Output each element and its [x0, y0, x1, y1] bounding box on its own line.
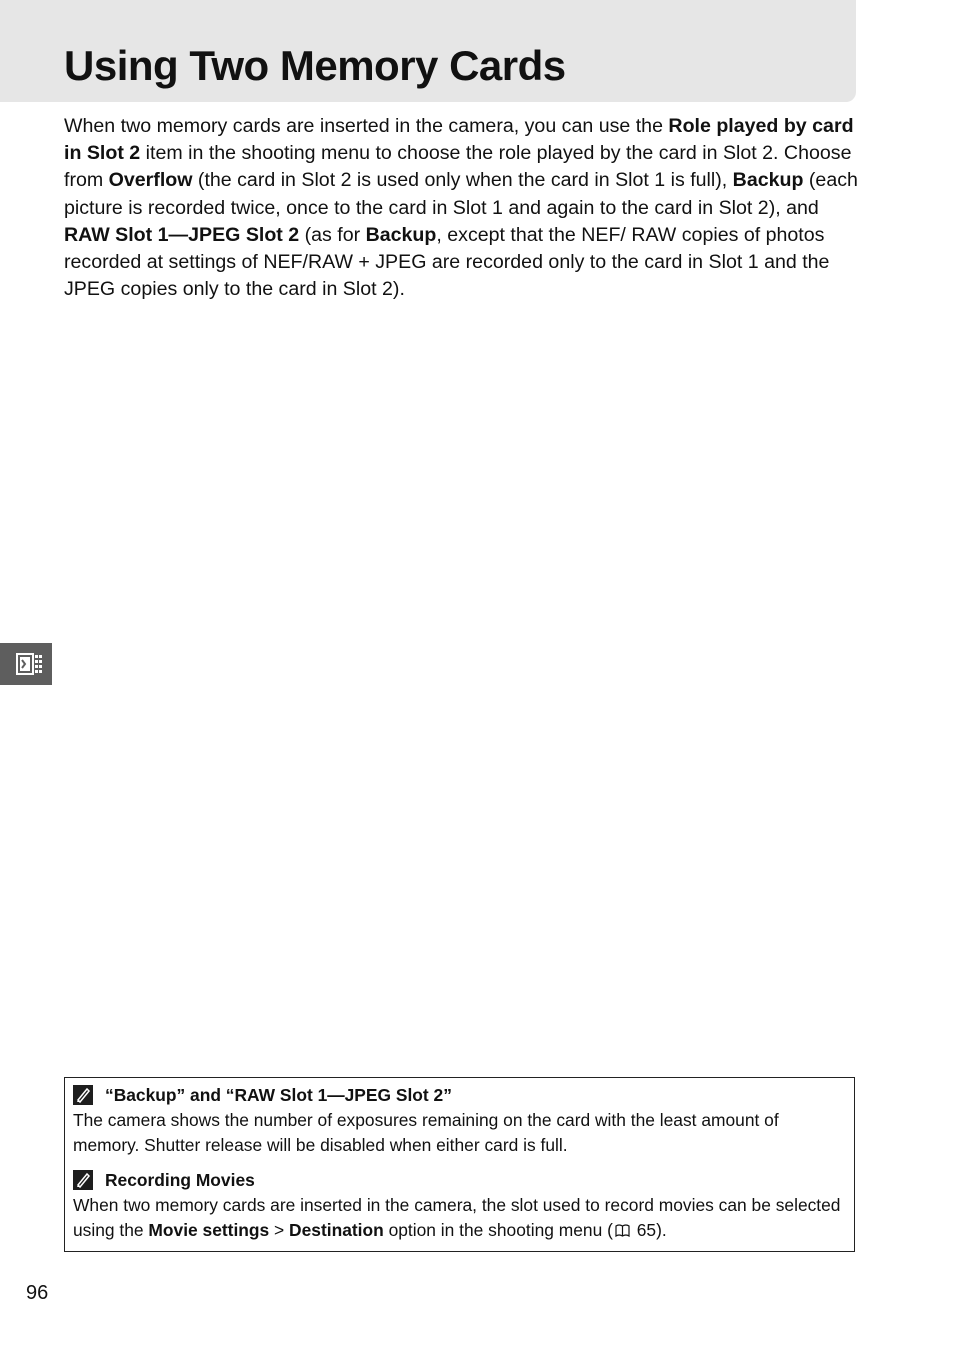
- note-body: [73, 1193, 846, 1243]
- destination-option: Destination: [289, 1220, 384, 1240]
- overflow-option: Overflow: [108, 169, 193, 192]
- side-tab: [0, 643, 52, 685]
- note-recording-movies: [73, 1167, 846, 1243]
- note-body: The camera shows the number of exposures remaining on the card with the least amount of memory. Shutter release will be disabled when either card is full.: [73, 1110, 779, 1155]
- pencil-note-icon: [73, 1170, 93, 1190]
- intro-text: (each picture is recorded twice, once to the card in Slot 1 and again to the card in Slot 2), and: [64, 169, 858, 219]
- note-text: >: [269, 1220, 290, 1240]
- note-title: Recording Movies: [105, 1169, 255, 1190]
- book-icon: [615, 1224, 630, 1237]
- page-reference[interactable]: 65: [631, 1220, 657, 1240]
- intro-text: (the card in Slot 2 is used only when the card in Slot 1 is full),: [192, 169, 733, 192]
- intro-text: When two memory cards are inserted in the camera, you can use the: [64, 115, 669, 137]
- note-heading: [73, 1082, 846, 1108]
- intro-paragraph: [64, 113, 860, 303]
- note-heading: [73, 1167, 846, 1193]
- movie-settings-menu: Movie settings: [148, 1220, 270, 1240]
- note-title: “Backup” and “RAW Slot 1—JPEG Slot 2”: [105, 1084, 452, 1105]
- role-played-menu-item: Role played by card in Slot 2: [64, 115, 854, 165]
- page-title: Using Two Memory Cards: [64, 42, 566, 89]
- note-text: When two memory cards are inserted in the camera, the slot used to record movies can be selected using the: [73, 1195, 841, 1240]
- notes-box: [64, 1077, 855, 1252]
- title-bar: [0, 0, 856, 102]
- note-text: option in the shooting menu (: [383, 1220, 613, 1240]
- note-text: ).: [656, 1220, 667, 1240]
- backup-option-ref: Backup: [365, 223, 437, 246]
- intro-text: (as for: [299, 223, 366, 246]
- backup-option: Backup: [732, 169, 804, 192]
- raw-jpeg-option: RAW Slot 1—JPEG Slot 2: [64, 223, 300, 246]
- intro-text: , except that the NEF/ RAW copies of photos recorded at settings of NEF/RAW + JPEG are recorded only to the card in Slot 1 and the JPEG copies only to the card in Slot 2).: [64, 223, 830, 301]
- shooting-menu-icon: [16, 651, 44, 677]
- pencil-note-icon: [73, 1085, 93, 1105]
- page-number: 96: [26, 1282, 49, 1304]
- note-backup-raw: [73, 1082, 846, 1158]
- intro-text: item in the shooting menu to choose the role played by the card in Slot 2. Choose from: [64, 142, 852, 192]
